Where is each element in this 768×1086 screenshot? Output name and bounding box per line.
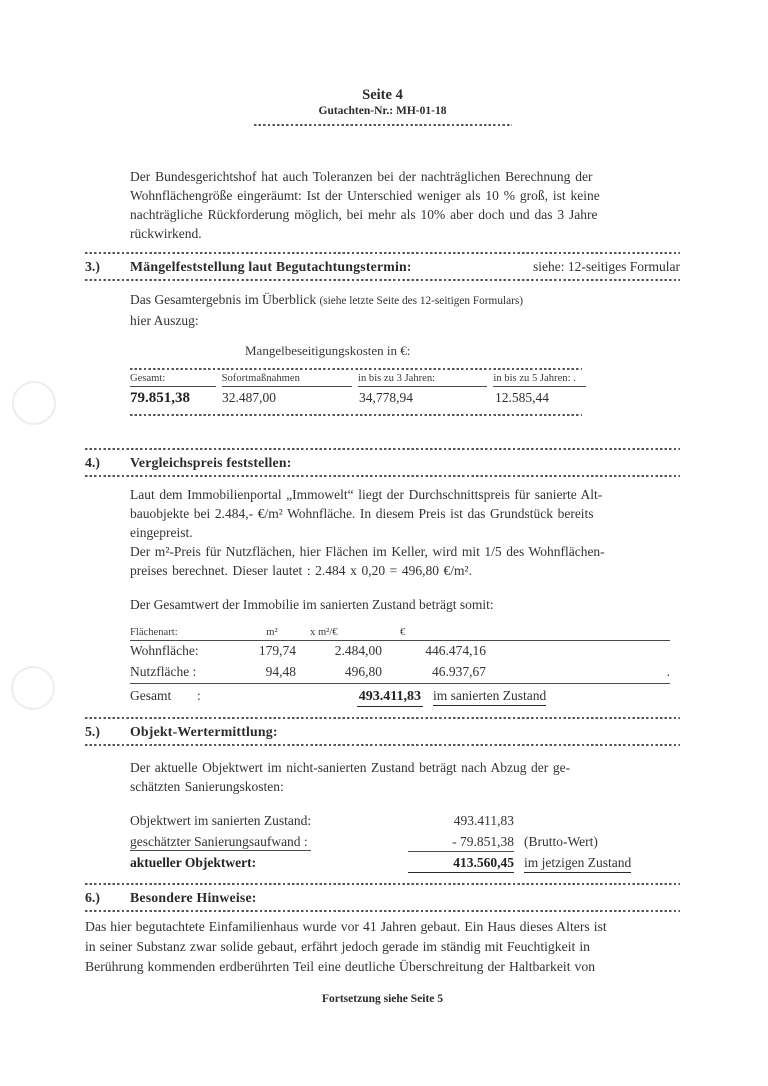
- section-number: 3.): [85, 259, 100, 274]
- area-row-note: [486, 643, 670, 659]
- valuation-label: Objektwert im sanierten Zustand:: [130, 813, 312, 828]
- area-row-sqm: 94,48: [265, 664, 296, 679]
- total-note: im sanierten Zustand: [433, 688, 546, 706]
- section-title: Objekt-Wertermittlung:: [130, 724, 278, 739]
- valuation-label: [130, 834, 408, 850]
- area-table-row: [130, 641, 670, 662]
- paragraph-line: Wohnflächengröße eingeräumt: Ist der Unterschied weniger als 10 % groß, ist keine: [130, 188, 600, 203]
- area-value-table: [130, 627, 670, 707]
- paragraph-line: eingepreist.: [130, 525, 193, 540]
- valuation-value: 493.411,83: [453, 813, 514, 828]
- area-row-label: Wohnfläche:: [130, 643, 199, 658]
- valuation-table: [130, 813, 680, 876]
- costs-table-value-row: [130, 390, 592, 414]
- area-row-note: .: [666, 664, 670, 679]
- page-footer: Fortsetzung siehe Seite 5: [321, 993, 444, 1005]
- area-table-header-row: [130, 627, 670, 641]
- paragraph-line: nachträgliche Rückforderung möglich, bei mehr als 10% aber doch und das 3 Jahre: [130, 207, 598, 222]
- paragraph-line: schätzten Sanierungskosten:: [130, 779, 284, 794]
- valuation-row: [130, 855, 680, 876]
- paragraph-line: Laut dem Immobilienportal „Immowelt“ liegt der Durchschnittspreis für sanierte Alt-: [130, 487, 603, 502]
- valuation-paragraph: [130, 758, 680, 796]
- costs-table: [130, 368, 592, 416]
- costs-table-rule: [130, 414, 582, 416]
- section-rule: [85, 910, 680, 912]
- costs-header-cell: Gesamt:: [130, 373, 216, 387]
- area-row-rate: 496,80: [344, 664, 382, 679]
- costs-header-cell: in bis zu 5 Jahren: .: [493, 373, 586, 387]
- section-aside: siehe: 12-seitiges Formular: [533, 259, 680, 274]
- valuation-value: 413.560,45: [408, 855, 514, 873]
- area-header-cell: Flächenart:: [130, 627, 178, 638]
- overview-line: [130, 290, 680, 311]
- section-5-heading: [85, 719, 680, 744]
- costs-header-cell: in bis zu 3 Jahren:: [358, 373, 487, 387]
- comparison-paragraph: [130, 485, 680, 580]
- area-row-label: Nutzfläche :: [130, 664, 197, 679]
- overview-note: (siehe letzte Seite des 12-seitigen Formulars): [319, 295, 524, 307]
- area-row-value: 446.474,16: [425, 643, 486, 658]
- area-table-total-row: [130, 684, 670, 707]
- costs-value-cell: 12.585,44: [495, 390, 549, 405]
- paragraph-line: preises berechnet. Dieser lautet : 2.484 x 0,20 = 496,80 €/m².: [130, 563, 472, 578]
- overview-main: Das Gesamtergebnis im Überblick: [130, 292, 320, 307]
- area-row-rate: 2.484,00: [334, 643, 382, 658]
- page-number: Seite 4: [362, 87, 403, 103]
- paragraph-line: rückwirkend.: [130, 226, 202, 241]
- section-3-heading: [85, 254, 680, 279]
- paragraph-line: Der Bundesgerichtshof hat auch Toleranzen bei der nachträglichen Berechnung der: [130, 169, 593, 184]
- section-title: Vergleichspreis feststellen:: [130, 455, 292, 470]
- costs-table-title: Mangelbeseitigungskosten in €:: [245, 343, 411, 358]
- notes-paragraph: [85, 917, 680, 977]
- page-header: [223, 86, 543, 126]
- section-title: Besondere Hinweise:: [130, 890, 257, 905]
- area-row-value: 46.937,67: [432, 664, 486, 679]
- section-number: 4.): [85, 455, 100, 470]
- paragraph-line: Der m²-Preis für Nutzflächen, hier Flächen im Keller, wird mit 1/5 des Wohnflächen-: [130, 544, 605, 559]
- valuation-row: [130, 813, 680, 834]
- valuation-label-text: geschätzter Sanierungsaufwand :: [130, 834, 311, 851]
- section-rule: [85, 279, 680, 281]
- valuation-note: im jetzigen Zustand: [524, 855, 631, 873]
- costs-value-cell: 34,778,94: [359, 390, 413, 405]
- section-4-heading: [85, 450, 680, 475]
- area-header-cell: x m²/€: [310, 627, 338, 638]
- paragraph-line: Berührung kommenden erdberührten Teil eine deutliche Überschreitung der Haltbarkeit von: [85, 959, 596, 974]
- area-row-sqm: 179,74: [258, 643, 296, 658]
- total-intro-line: Der Gesamtwert der Immobilie im sanierten Zustand beträgt somit:: [130, 597, 494, 612]
- area-table-row: [130, 662, 670, 684]
- total-colon: :: [197, 688, 201, 703]
- valuation-value: - 79.851,38: [408, 834, 514, 852]
- section-6-heading: [85, 885, 680, 910]
- punch-hole: [11, 666, 55, 710]
- costs-header-cell: Sofortmaßnahmen: [222, 373, 352, 387]
- costs-value-cell: 79.851,38: [130, 390, 190, 406]
- overview-text: [130, 290, 680, 330]
- paragraph-line: Der aktuelle Objektwert im nicht-sanierten Zustand beträgt nach Abzug der ge-: [130, 760, 571, 775]
- section-rule: [85, 744, 680, 746]
- costs-value-cell: 32.487,00: [222, 390, 276, 405]
- area-header-cell: m²: [266, 627, 278, 638]
- intro-paragraph: [130, 167, 680, 243]
- punch-hole: [12, 381, 56, 425]
- header-rule: [254, 124, 512, 126]
- section-number: 6.): [85, 890, 100, 905]
- area-header-cell: €: [400, 627, 406, 638]
- doc-number: Gutachten-Nr.: MH-01-18: [318, 105, 447, 117]
- costs-table-rule: [130, 368, 582, 370]
- section-title: Mängelfeststellung laut Begutachtungstermin:: [130, 259, 412, 274]
- overview-line: hier Auszug:: [130, 313, 199, 328]
- section-rule: [85, 475, 680, 477]
- section-number: 5.): [85, 724, 100, 739]
- paragraph-line: Das hier begutachtete Einfamilienhaus wurde vor 41 Jahren gebaut. Ein Haus dieses Alters ist: [85, 919, 607, 934]
- paragraph-line: in seiner Substanz zwar solide gebaut, erfährt jedoch gerade im ständig mit Feuchtigkeit in: [85, 939, 590, 954]
- total-value: 493.411,83: [357, 689, 423, 707]
- valuation-note: (Brutto-Wert): [524, 834, 598, 849]
- paragraph-line: bauobjekte bei 2.484,- €/m² Wohnfläche. In diesem Preis ist das Grundstück bereits: [130, 506, 594, 521]
- total-label: Gesamt: [130, 688, 172, 703]
- valuation-row: [130, 834, 680, 855]
- costs-table-header-row: [130, 373, 592, 387]
- valuation-label: aktueller Objektwert:: [130, 855, 257, 870]
